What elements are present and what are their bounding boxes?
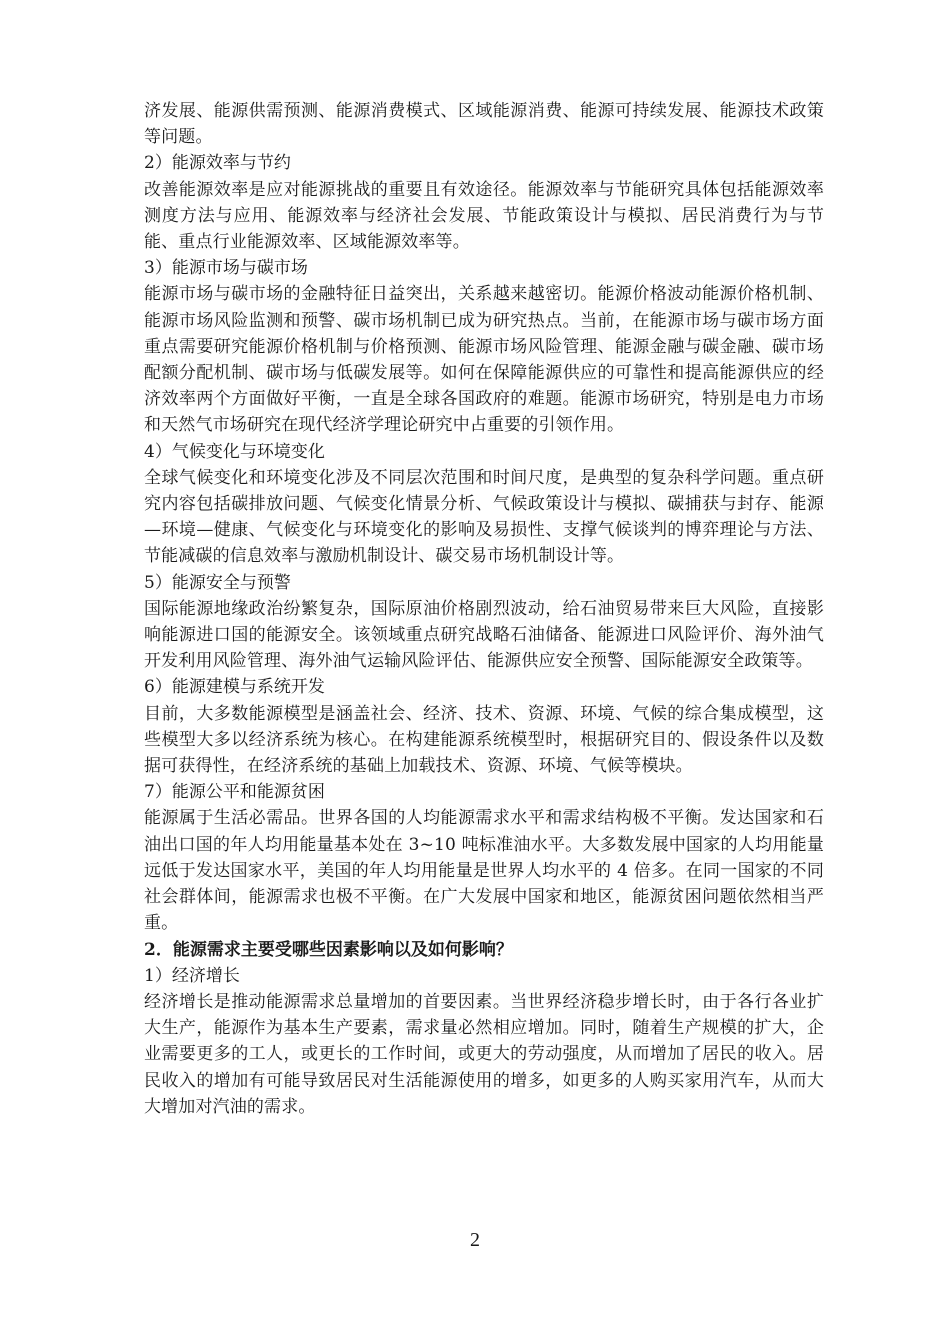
paragraph-climate-change: 全球气候变化和环境变化涉及不同层次范围和时间尺度，是典型的复杂科学问题。重点研究内容包括碳排放问题、气候变化情景分析、气候政策设计与模拟、碳捕获与封存、能源—环境—健康、气候变化与环境变化的影响及易损性、支撑气候谈判的博弈理论与方法、节能减碳的信息效率与激励机制设计、碳交易市场机制设计等。	[144, 467, 824, 567]
subheading-energy-modeling: 6）能源建模与系统开发	[144, 677, 325, 698]
section-heading-demand-factors: 2．能源需求主要受哪些因素影响以及如何影响？	[144, 939, 513, 960]
paragraph-economic-growth: 经济增长是推动能源需求总量增加的首要因素。当世界经济稳步增长时，由于各行各业扩大生产，能源作为基本生产要素，需求量必然相应增加。同时，随着生产规模的扩大，企业需要更多的工人，或更长的工作时间，或更大的劳动强度，从而增加了居民的收入。居民收入的增加有可能导致居民对生活能源使用的增多，如更多的人购买家用汽车，从而大大增加对汽油的需求。	[144, 991, 824, 1117]
paragraph-energy-security: 国际能源地缘政治纷繁复杂，国际原油价格剧烈波动，给石油贸易带来巨大风险，直接影响能源进口国的能源安全。该领域重点研究战略石油储备、能源进口风险评价、海外油气开发利用风险管理、海外油气运输风险评估、能源供应安全预警、国际能源安全政策等。	[144, 598, 824, 672]
paragraph-energy-efficiency: 改善能源效率是应对能源挑战的重要且有效途径。能源效率与节能研究具体包括能源效率测度方法与应用、能源效率与经济社会发展、节能政策设计与模拟、居民消费行为与节能、重点行业能源效率、区域能源效率等。	[144, 179, 824, 253]
subheading-energy-efficiency: 2）能源效率与节约	[144, 153, 291, 174]
page-number: 2	[470, 1229, 480, 1251]
paragraph-energy-carbon-market: 能源市场与碳市场的金融特征日益突出，关系越来越密切。能源价格波动能源价格机制、能源市场风险监测和预警、碳市场机制已成为研究热点。当前，在能源市场与碳市场方面重点需要研究能源价格机制与价格预测、能源市场风险管理、能源金融与碳金融、碳市场配额分配机制、碳市场与低碳发展等。如何在保障能源供应的可靠性和提高能源供应的经济效率两个方面做好平衡，一直是全球各国政府的难题。能源市场研究，特别是电力市场和天然气市场研究在现代经济学理论研究中占重要的引领作用。	[144, 284, 824, 436]
subheading-energy-security: 5）能源安全与预警	[144, 572, 291, 593]
subheading-energy-carbon-market: 3）能源市场与碳市场	[144, 258, 308, 279]
subheading-energy-equity: 7）能源公平和能源贫困	[144, 782, 325, 803]
subheading-economic-growth: 1）经济增长	[144, 965, 240, 986]
document-body	[144, 98, 824, 1120]
paragraph-energy-modeling: 目前，大多数能源模型是涵盖社会、经济、技术、资源、环境、气候的综合集成模型，这些模型大多以经济系统为核心。在构建能源系统模型时，根据研究目的、假设条件以及数据可获得性，在经济系统的基础上加载技术、资源、环境、气候等模块。	[144, 703, 824, 777]
subheading-climate-change: 4）气候变化与环境变化	[144, 441, 325, 462]
paragraph-energy-equity: 能源属于生活必需品。世界各国的人均能源需求水平和需求结构极不平衡。发达国家和石油出口国的年人均用能量基本处在 3~10 吨标准油水平。大多数发展中国家的人均用能量远低于发达国家水平，美国的年人均用能量是世界人均水平的 4 倍多。在同一国家的不同社会群体间，能源需求也极不平衡。在广大发展中国家和地区，能源贫困问题依然相当严重。	[144, 808, 824, 934]
paragraph-continued-topics: 济发展、能源供需预测、能源消费模式、区域能源消费、能源可持续发展、能源技术政策等问题。	[144, 101, 824, 148]
